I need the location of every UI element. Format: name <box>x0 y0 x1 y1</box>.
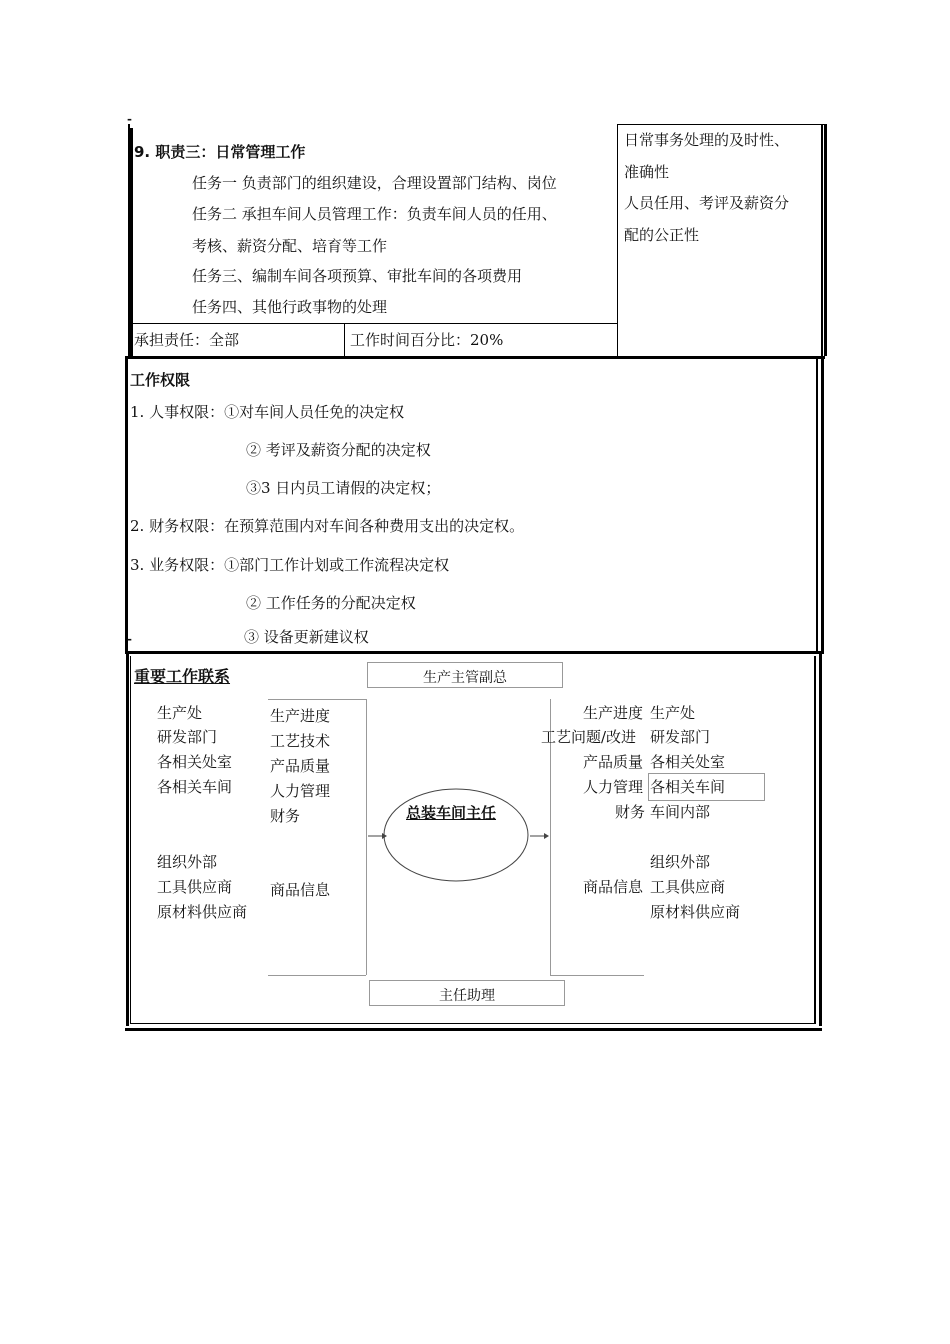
right-target: 车间内部 <box>650 803 711 821</box>
left-source: 各相关车间 <box>157 778 233 796</box>
border-bottom <box>125 1028 822 1031</box>
authority-line: 2. 财务权限：在预算范围内对车间各种费用支出的决定权。 <box>130 517 525 535</box>
task-4: 任务四、其他行政事物的处理 <box>192 298 388 316</box>
arrow-right-icon <box>544 833 549 839</box>
criteria-line-1: 日常事务处理的及时性、 <box>624 131 790 149</box>
duty-title: 9. 职责三：日常管理工作 <box>134 143 306 161</box>
task-2: 任务二 承担车间人员管理工作：负责车间人员的任用、 <box>192 205 557 223</box>
right-target: 工具供应商 <box>650 878 726 896</box>
border-right <box>814 656 816 1024</box>
right-item: 产品质量 <box>583 753 644 771</box>
time-percent: 工作时间百分比：20% <box>350 331 504 349</box>
right-bracket-bottom <box>550 975 644 976</box>
left-source: 生产处 <box>157 704 203 722</box>
right-item: 工艺问题/改进 <box>541 728 637 746</box>
criteria-line-2: 准确性 <box>624 163 670 181</box>
row-divider <box>130 323 617 324</box>
border-left <box>125 356 128 652</box>
left-source: 各相关处室 <box>157 753 233 771</box>
center-title: 总装车间主任 <box>406 804 497 822</box>
left-item: 财务 <box>270 807 301 825</box>
right-target: 组织外部 <box>650 853 711 871</box>
right-target: 原材料供应商 <box>650 903 741 921</box>
border-right-outer <box>821 356 824 652</box>
border-bottom-inner <box>130 1023 816 1024</box>
criteria-line-3: 人员任用、考评及薪资分 <box>624 194 790 212</box>
relations-title: 重要工作联系 <box>134 667 231 686</box>
flow-graphic <box>366 780 556 890</box>
top-box: 生产主管副总 <box>367 662 563 688</box>
left-source: 研发部门 <box>157 728 218 746</box>
task-3: 任务三、编制车间各项预算、审批车间的各项费用 <box>192 267 523 285</box>
divider-criteria <box>617 124 618 356</box>
right-target: 研发部门 <box>650 728 711 746</box>
right-target: 各相关处室 <box>650 753 726 771</box>
right-item: 生产进度 <box>583 704 644 722</box>
border-top-criteria <box>617 124 827 125</box>
left-item: 工艺技术 <box>270 732 331 750</box>
left-source: 组织外部 <box>157 853 218 871</box>
border-top <box>125 356 825 359</box>
border-right <box>821 124 823 356</box>
border-right-outer <box>824 124 827 356</box>
authority-line: 1. 人事权限：①对车间人员任免的决定权 <box>130 403 405 421</box>
left-item: 人力管理 <box>270 782 331 800</box>
authority-line: ② 考评及薪资分配的决定权 <box>246 441 431 459</box>
criteria-line-4: 配的公正性 <box>624 226 700 244</box>
left-bracket-top <box>268 699 366 700</box>
border-left-inner <box>130 656 131 1024</box>
right-item: 财务 <box>615 803 646 821</box>
border-right-outer <box>819 654 822 1026</box>
authority-title: 工作权限 <box>130 371 191 389</box>
right-item: 人力管理 <box>583 778 644 796</box>
right-target: 生产处 <box>650 704 696 722</box>
authority-line: ③ 设备更新建议权 <box>244 628 369 646</box>
left-item: 商品信息 <box>270 881 331 899</box>
border-right <box>816 359 818 652</box>
responsibility: 承担责任：全部 <box>134 331 240 349</box>
authority-line: ② 工作任务的分配决定权 <box>246 594 416 612</box>
left-bracket-bottom <box>268 975 366 976</box>
authority-line: 3. 业务权限：①部门工作计划或工作流程决定权 <box>130 556 450 574</box>
left-item: 生产进度 <box>270 707 331 725</box>
task-2-cont: 考核、薪资分配、培育等工作 <box>192 237 388 255</box>
border-left-inner <box>130 128 133 356</box>
task-1: 任务一 负责部门的组织建设，合理设置部门结构、岗位 <box>192 174 557 192</box>
border-left <box>126 654 129 1026</box>
bottom-box: 主任助理 <box>369 980 565 1006</box>
authority-line: ③3 日内员工请假的决定权； <box>246 479 441 497</box>
right-item: 商品信息 <box>583 878 644 896</box>
right-target: 各相关车间 <box>650 778 726 796</box>
left-source: 工具供应商 <box>157 878 233 896</box>
cell-divider <box>344 323 345 356</box>
left-source: 原材料供应商 <box>157 903 248 921</box>
border-bottom <box>125 651 824 654</box>
left-item: 产品质量 <box>270 757 331 775</box>
